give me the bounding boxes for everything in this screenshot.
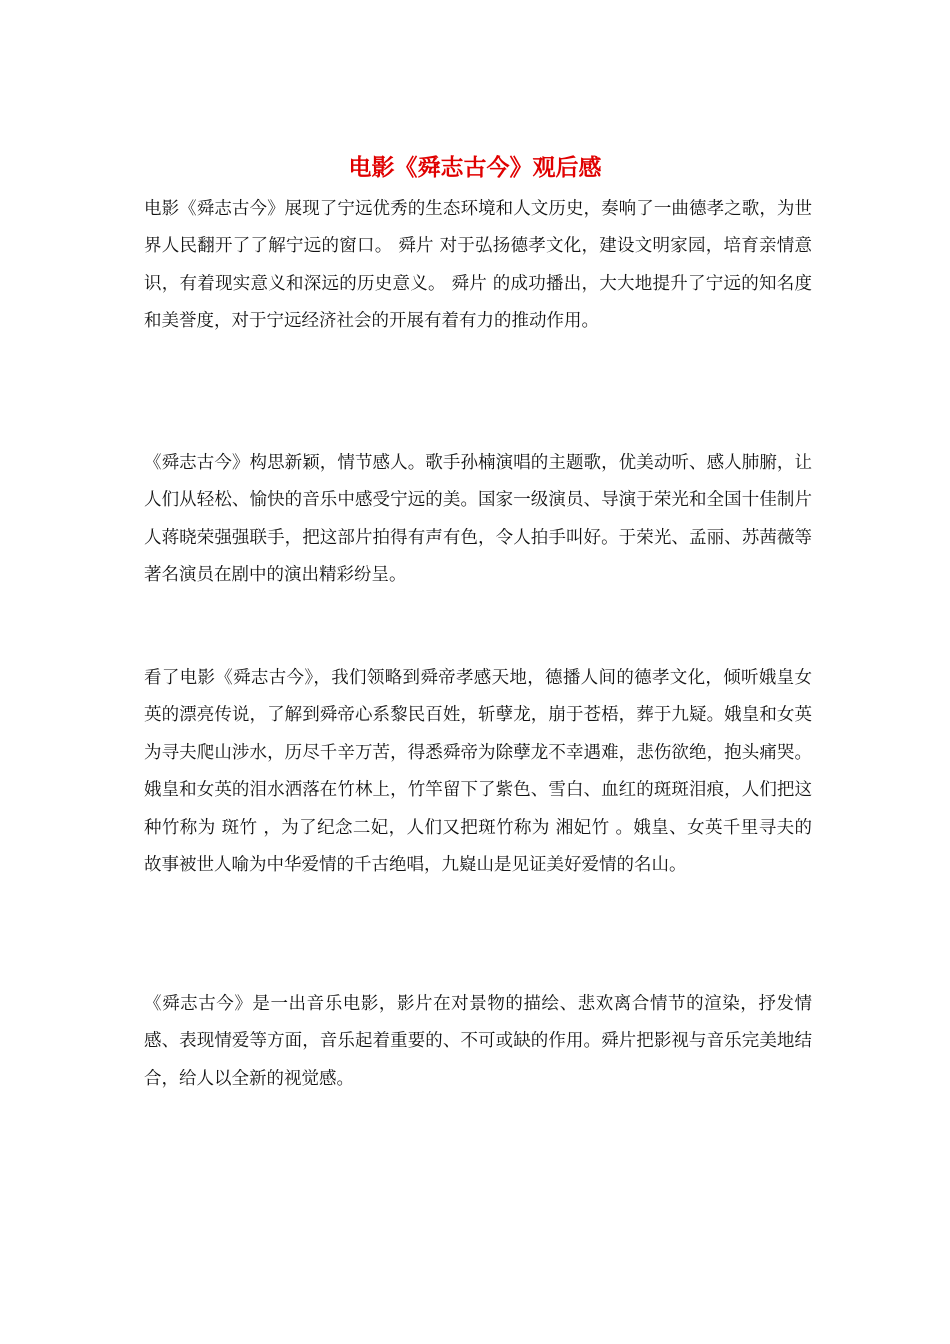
paragraph-3: 看了电影《舜志古今》，我们领略到舜帝孝感天地，德播人间的德孝文化，倾听娥皇女英的漂亮传说，了解到舜帝心系黎民百姓，斩孽龙，崩于苍梧，葬于九疑。娥皇和女英为寻夫爬山涉水，历尽千辛万苦，得悉舜帝为除孽龙不幸遇难，悲伤欲绝，抱头痛哭。娥皇和女英的泪水洒落在竹林上，竹竿留下了紫色、雪白、血红的斑斑泪痕，人们把这种竹称为 斑竹 ，为了纪念二妃，人们又把斑竹称为 湘妃竹 。娥皇、女英千里寻夫的故事被世人喻为中华爱情的千古绝唱，九嶷山是见证美好爱情的名山。 [144, 668, 812, 876]
document-title: 电影《舜志古今》观后感 [348, 154, 602, 181]
paragraph-1: 电影《舜志古今》展现了宁远优秀的生态环境和人文历史，奏响了一曲德孝之歌，为世界人民翻开了了解宁远的窗口。 舜片 对于弘扬德孝文化，建设文明家园，培育亲情意识，有着现实意义和深远的历史意义。 舜片 的成功播出，大大地提升了宁远的知名度和美誉度，对于宁远经济社会的开展有着有力的推动作用。 [144, 199, 812, 332]
paragraph-2: 《舜志古今》构思新颖，情节感人。歌手孙楠演唱的主题歌，优美动听、感人肺腑，让人们从轻松、愉快的音乐中感受宁远的美。国家一级演员、导演于荣光和全国十佳制片人蒋晓荣强强联手，把这部片拍得有声有色，令人拍手叫好。于荣光、孟丽、苏茜薇等著名演员在剧中的演出精彩纷呈。 [144, 453, 812, 586]
paragraph-4: 《舜志古今》是一出音乐电影，影片在对景物的描绘、悲欢离合情节的渲染，抒发情感、表现情爱等方面，音乐起着重要的、不可或缺的作用。舜片把影视与音乐完美地结合，给人以全新的视觉感。 [144, 994, 812, 1089]
